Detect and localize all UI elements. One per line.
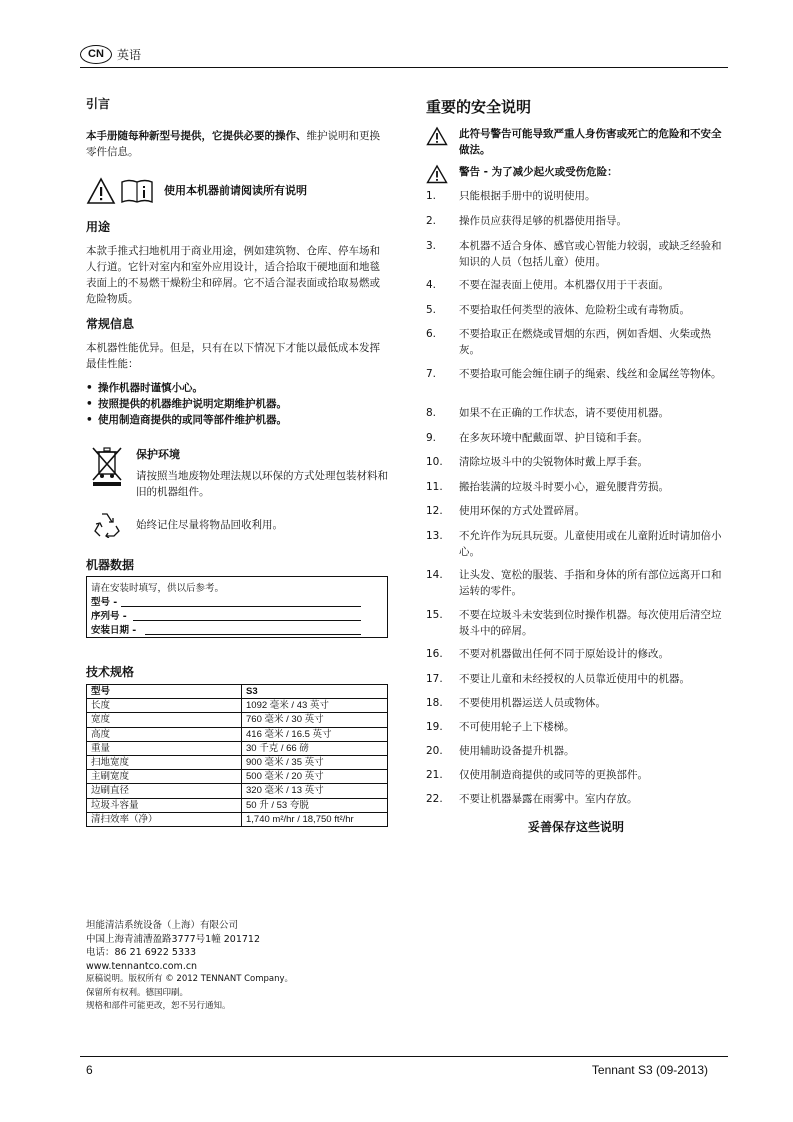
item-text: 仅使用制造商提供的或同等的更换部件。: [459, 769, 648, 781]
table-row: [87, 713, 388, 727]
item-number: 2.: [426, 215, 437, 227]
table-cell: 1,740 m²/hr / 18,750 ft²/hr: [242, 812, 388, 826]
list-item: • 操作机器时谨慎小心。: [86, 380, 388, 396]
warning-triangle-icon: [426, 126, 448, 146]
item-number: 12.: [426, 505, 443, 517]
address-line: 坦能清洁系统设备（上海）有限公司: [86, 920, 239, 931]
table-row: [87, 699, 388, 713]
legal-line: 原稿说明。版权所有 © 2012 TENNANT Company。: [86, 974, 294, 984]
general-heading: 常规信息: [86, 317, 135, 331]
address-line: 电话：86 21 6922 5333: [86, 947, 197, 958]
item-number: 15.: [426, 609, 443, 621]
safety-symbol-text: [459, 126, 726, 158]
table-cell: 高度: [87, 727, 242, 741]
table-cell: 宽度: [87, 713, 242, 727]
env-text: 请按照当地废物处理法规以环保的方式处理包装材料和旧的机器组件。: [136, 470, 388, 498]
table-row: [87, 770, 388, 784]
model-field-line: [121, 606, 361, 607]
language-label: 英语: [117, 48, 142, 62]
table-cell: 主刷宽度: [87, 770, 242, 784]
item-text: 不要在湿表面上使用。本机器仅用于干表面。: [459, 279, 669, 291]
manual-book-icon: [120, 178, 154, 204]
website-link[interactable]: www.tennantco.com.cn: [86, 960, 198, 972]
item-number: 5.: [426, 304, 437, 316]
item-text: 不要拾取正在燃烧或冒烟的东西，例如香烟、火柴或热灰。: [459, 328, 711, 356]
machine-data-heading: 机器数据: [86, 558, 135, 572]
table-row: [87, 798, 388, 812]
table-header-row: [87, 685, 388, 699]
crossed-bin-icon: [89, 444, 125, 486]
item-number: 14.: [426, 569, 443, 581]
item-text: 不可使用轮子上下楼梯。: [459, 721, 575, 733]
item-text: 不要拾取任何类型的液体、危险粉尘或有毒物质。: [459, 304, 690, 316]
table-cell: 边刷直径: [87, 784, 242, 798]
item-number: 21.: [426, 769, 443, 781]
read-manual-text: 使用本机器前请阅读所有说明: [164, 184, 307, 197]
item-text: 不要让儿童和未经授权的人员靠近使用中的机器。: [459, 673, 690, 685]
table-cell: 900 毫米 / 35 英寸: [242, 755, 388, 769]
table-cell: 扫地宽度: [87, 755, 242, 769]
usage-heading: 用途: [86, 220, 111, 234]
item-text: 不要使用机器运送人员或物体。: [459, 697, 606, 709]
language-badge: CN: [80, 45, 112, 64]
safety-title: 重要的安全说明: [426, 98, 532, 116]
table-row: [87, 784, 388, 798]
safety-symbol-text-bold: 此符号警告可能导致严重人身伤害或死亡的危险和不安全做法。: [459, 128, 722, 156]
serial-field-line: [133, 620, 361, 621]
intro-text: [86, 128, 388, 160]
item-number: 10.: [426, 456, 443, 468]
item-number: 17.: [426, 673, 443, 685]
item-number: 20.: [426, 745, 443, 757]
item-number: 3.: [426, 240, 437, 252]
list-item: • 按照提供的机器维护说明定期维护机器。: [86, 396, 388, 412]
item-number: 13.: [426, 530, 443, 542]
table-cell: 重量: [87, 741, 242, 755]
machine-data-box: [86, 576, 388, 638]
page-number: 6: [86, 1063, 93, 1077]
recycle-text: 始终记住尽量将物品回收利用。: [136, 519, 283, 531]
table-cell: 50 升 / 53 夸脱: [242, 798, 388, 812]
intro-text-rest: 维护说明和更换零件信息。: [86, 130, 380, 158]
item-text: 不要在垃圾斗未安装到位时操作机器。每次使用后清空垃圾斗中的碎屑。: [459, 609, 722, 637]
table-row: [87, 727, 388, 741]
footer-rule: [80, 1056, 728, 1057]
item-number: 8.: [426, 407, 437, 419]
item-text: 不要对机器做出任何不同于原始设计的修改。: [459, 648, 669, 660]
table-cell: 清扫效率（净）: [87, 812, 242, 826]
item-number: 7.: [426, 368, 437, 380]
intro-text-bold: 本手册随每种新型号提供，它提供必要的操作、: [86, 130, 307, 142]
serial-field-label: 序列号 -: [91, 611, 127, 622]
intro-heading: 引言: [86, 97, 111, 111]
item-number: 1.: [426, 190, 437, 202]
install-date-field-label: 安装日期 -: [91, 625, 137, 636]
model-field-label: 型号 -: [91, 597, 118, 608]
table-cell: 760 毫米 / 30 英寸: [242, 713, 388, 727]
item-text: 使用环保的方式处置碎屑。: [459, 505, 585, 517]
company-address: [86, 919, 293, 1014]
legal-line: 保留所有权利。德国印刷。: [86, 987, 189, 998]
item-text: 只能根据手册中的说明使用。: [459, 190, 596, 202]
table-row: [87, 812, 388, 826]
table-cell: 500 毫米 / 20 英寸: [242, 770, 388, 784]
warning-triangle-icon: [426, 164, 448, 184]
warning-line: [426, 164, 726, 182]
table-cell: 416 毫米 / 16.5 英寸: [242, 727, 388, 741]
table-row: [87, 741, 388, 755]
item-number: 9.: [426, 432, 437, 444]
env-heading: 保护环境: [136, 448, 180, 461]
table-cell: 30 千克 / 66 磅: [242, 741, 388, 755]
table-cell: 垃圾斗容量: [87, 798, 242, 812]
item-number: 6.: [426, 328, 437, 340]
install-date-field-line: [145, 634, 361, 635]
general-text: 本机器性能优异。但是，只有在以下情况下才能以最低成本发挥最佳性能：: [86, 342, 380, 370]
machine-fill-note: 请在安装时填写，供以后参考。: [91, 583, 225, 594]
item-text: 使用辅助设备提升机器。: [459, 745, 575, 757]
table-row: [87, 755, 388, 769]
table-cell: 长度: [87, 699, 242, 713]
item-text: 本机器不适合身体、感官或心智能力较弱，或缺乏经验和知识的人员（包括儿童）使用。: [459, 240, 722, 268]
item-number: 22.: [426, 793, 443, 805]
legal-line: 规格和部件可能更改，恕不另行通知。: [86, 1001, 231, 1011]
safety-symbol-note: [426, 126, 726, 160]
general-bullets: [86, 380, 388, 428]
list-item: • 使用制造商提供的或同等部件维护机器。: [86, 412, 388, 428]
table-cell: S3: [242, 685, 388, 699]
item-number: 4.: [426, 279, 437, 291]
recycle-icon: [92, 510, 122, 538]
item-text: 如果不在正确的工作状态，请不要使用机器。: [459, 407, 669, 419]
item-text: 让头发、宽松的服装、手指和身体的所有部位远离开口和运转的零件。: [459, 569, 722, 597]
address-line: 中国上海青浦漕盈路3777号1幢 201712: [86, 933, 261, 945]
table-cell: 320 毫米 / 13 英寸: [242, 784, 388, 798]
item-text: 不要让机器暴露在雨雾中。室内存放。: [459, 793, 638, 805]
table-cell: 1092 毫米 / 43 英寸: [242, 699, 388, 713]
warning-text: 警告 - 为了减少起火或受伤危险：: [459, 166, 618, 178]
item-text: 操作员应获得足够的机器使用指导。: [459, 215, 627, 227]
header-rule: [80, 67, 728, 68]
item-text: 不要拾取可能会缠住刷子的绳索、线丝和金属丝等物体。: [459, 368, 722, 380]
item-number: 18.: [426, 697, 443, 709]
item-text: 在多灰环境中配戴面罩、护目镜和手套。: [459, 432, 648, 444]
warning-triangle-icon: [86, 176, 116, 206]
item-number: 19.: [426, 721, 443, 733]
usage-text: 本款手推式扫地机用于商业用途，例如建筑物、仓库、停车场和人行道。它针对室内和室外应用设计，适合拾取干硬地面和地毯表面上的不易燃干燥粉尘和碎屑。它不适合湿表面或拾取易燃或危险物质。: [86, 245, 380, 305]
item-text: 不允许作为玩具玩耍。儿童使用或在儿童附近时请加倍小心。: [459, 530, 722, 558]
read-manual-notice: [86, 176, 388, 206]
item-number: 11.: [426, 481, 443, 493]
item-number: 16.: [426, 648, 443, 660]
item-text: 搬抬装满的垃圾斗时要小心，避免腰背劳损。: [459, 481, 669, 493]
save-instructions: 妥善保存这些说明: [527, 820, 624, 834]
document-id: Tennant S3 (09-2013): [591, 1063, 708, 1077]
spec-table: [86, 684, 388, 827]
spec-heading: 技术规格: [86, 665, 135, 679]
table-cell: 型号: [87, 685, 242, 699]
item-text: 清除垃圾斗中的尖锐物体时戴上厚手套。: [459, 456, 648, 468]
